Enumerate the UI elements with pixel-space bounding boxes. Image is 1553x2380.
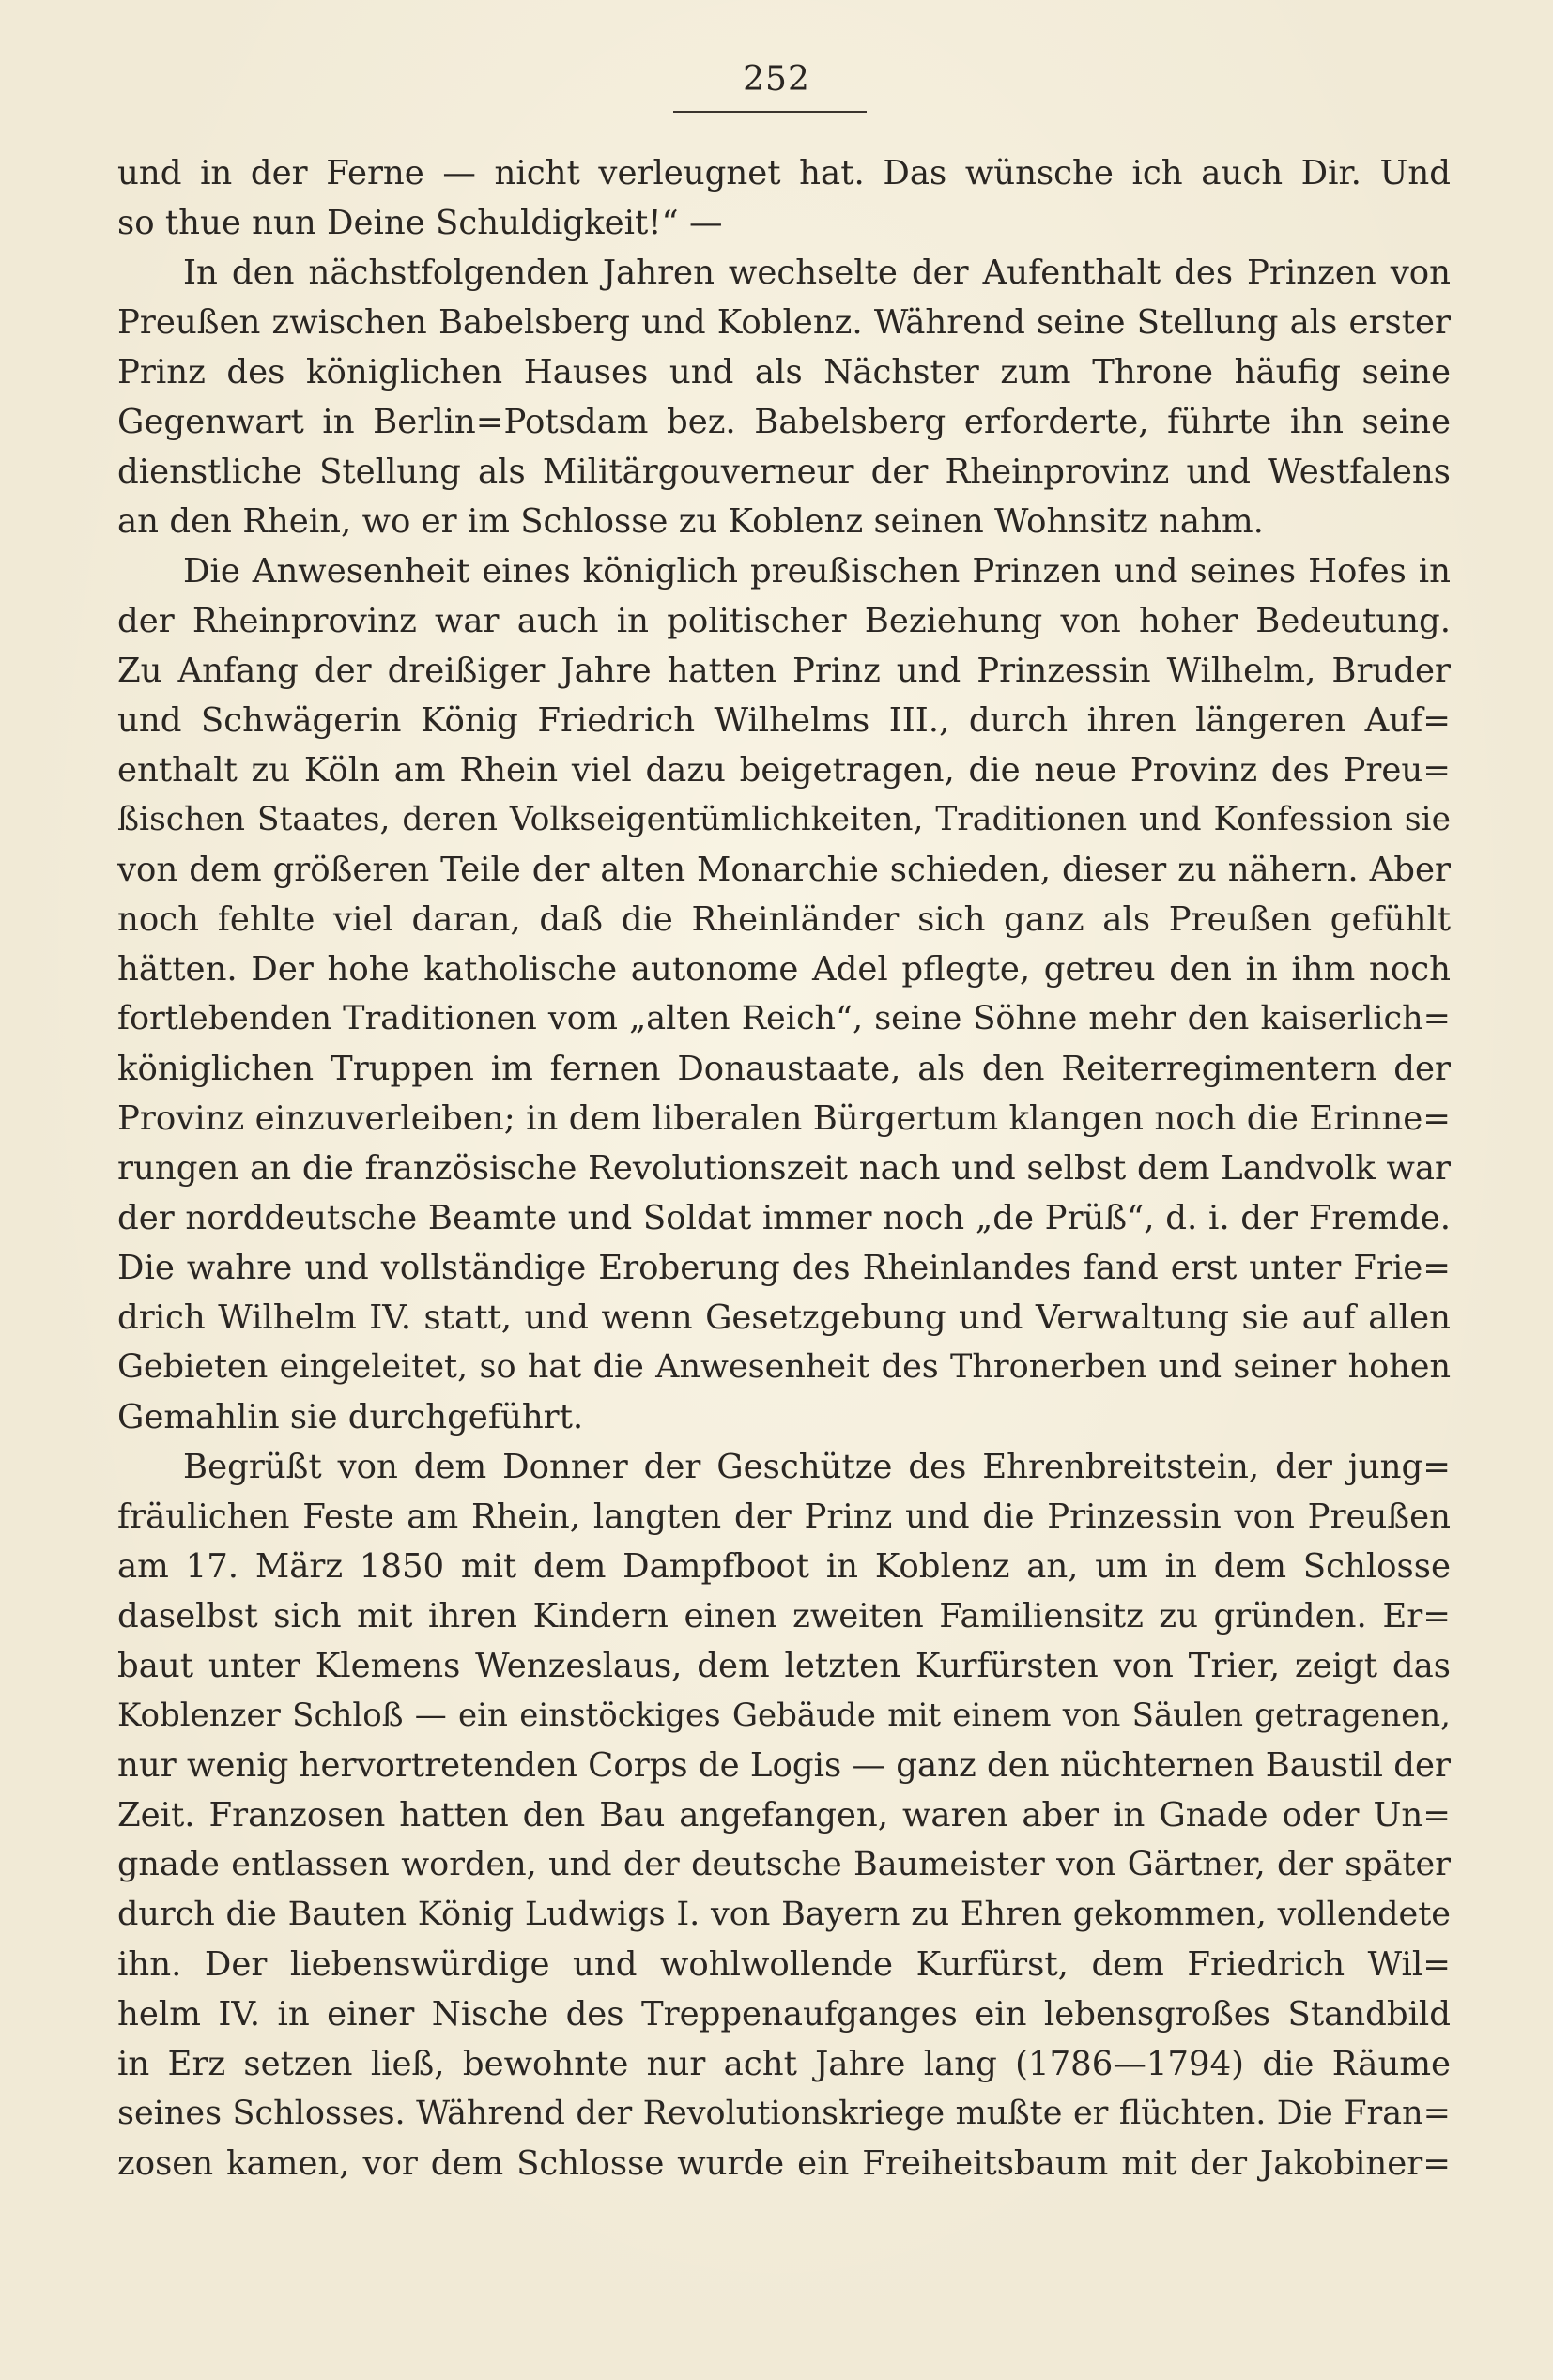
text-line: nur wenig hervortretenden Corps de Logis — ganz den nüchternen Baustil der [117, 1746, 1451, 1785]
text-line: der Rheinprovinz war auch in politischer Beziehung von hoher Bedeutung. [117, 602, 1451, 640]
text-line: hätten. Der hohe katholische autonome Adel pflegte, getreu den in ihm noch [117, 950, 1451, 989]
text-line: in Erz setzen ließ, bewohnte nur acht Jahre lang (1786—1794) die Räume [117, 2045, 1451, 2083]
text-line: ßischen Staates, deren Volkseigentümlichkeiten, Traditionen und Konfession sie [117, 801, 1451, 838]
text-line: Provinz einzuverleiben; in dem liberalen Bürgertum klangen noch die Erinne= [117, 1099, 1451, 1138]
text-line: Gebieten eingeleitet, so hat die Anwesenheit des Thronerben und seiner hohen [117, 1348, 1451, 1386]
text-line: ihn. Der liebenswürdige und wohlwollende Kurfürst, dem Friedrich Wil= [117, 1945, 1451, 1984]
text-line: durch die Bauten König Ludwigs I. von Bayern zu Ehren gekommen, vollendete [117, 1896, 1451, 1933]
text-line: Die wahre und vollständige Eroberung des Rheinlandes fand erst unter Frie= [117, 1249, 1451, 1287]
body-text [117, 148, 1451, 2188]
text-line: an den Rhein, wo er im Schlosse zu Koblenz seinen Wohnsitz nahm. [117, 502, 1264, 541]
text-line: so thue nun Deine Schuldigkeit!“ — [117, 204, 723, 242]
text-line: Die Anwesenheit eines königlich preußischen Prinzen und seines Hofes in [183, 552, 1451, 591]
text-line: von dem größeren Teile der alten Monarchie schieden, dieser zu nähern. Aber [117, 851, 1451, 889]
text-line: drich Wilhelm IV. statt, und wenn Gesetzgebung und Verwaltung sie auf allen [117, 1298, 1451, 1337]
text-line: zosen kamen, vor dem Schlosse wurde ein Freiheitsbaum mit der Jakobiner= [117, 2144, 1451, 2183]
text-line: am 17. März 1850 mit dem Dampfboot in Koblenz an, um in dem Schlosse [117, 1547, 1451, 1586]
text-line: noch fehlte viel daran, daß die Rheinländer sich ganz als Preußen gefühlt [117, 900, 1451, 939]
text-line: Koblenzer Schloß — ein einstöckiges Gebäude mit einem von Säulen getragenen, [117, 1697, 1451, 1734]
text-line: Gemahlin sie durchgeführt. [117, 1398, 584, 1436]
text-line: Preußen zwischen Babelsberg und Koblenz. Während seine Stellung als erster [117, 303, 1451, 342]
text-line: der norddeutsche Beamte und Soldat immer noch „de Prüß“, d. i. der Fremde. [117, 1199, 1451, 1237]
text-line: enthalt zu Köln am Rhein viel dazu beigetragen, die neue Provinz des Preu= [117, 751, 1451, 790]
text-line: rungen an die französische Revolutionszeit nach und selbst dem Landvolk war [117, 1149, 1451, 1188]
text-line: Prinz des königlichen Hauses und als Nächster zum Throne häufig seine [117, 353, 1451, 392]
text-line: dienstliche Stellung als Militärgouverneur der Rheinprovinz und Westfalens [117, 453, 1451, 491]
text-line: baut unter Klemens Wenzeslaus, dem letzten Kurfürsten von Trier, zeigt das [117, 1647, 1451, 1685]
text-line: Begrüßt von dem Donner der Geschütze des Ehrenbreitstein, der jung= [183, 1448, 1451, 1486]
text-line: helm IV. in einer Nische des Treppenaufganges ein lebensgroßes Standbild [117, 1995, 1451, 2034]
text-line: Zu Anfang der dreißiger Jahre hatten Prinz und Prinzessin Wilhelm, Bruder [117, 652, 1451, 690]
header-rule [673, 111, 867, 113]
text-line: königlichen Truppen im fernen Donaustaate, als den Reiterregimentern der [117, 1050, 1451, 1088]
text-line: daselbst sich mit ihren Kindern einen zweiten Familiensitz zu gründen. Er= [117, 1597, 1451, 1635]
text-line: und in der Ferne — nicht verleugnet hat. Das wünsche ich auch Dir. Und [117, 154, 1451, 192]
text-line: Gegenwart in Berlin=Potsdam bez. Babelsberg erforderte, führte ihn seine [117, 403, 1451, 441]
text-line: Zeit. Franzosen hatten den Bau angefangen, waren aber in Gnade oder Un= [117, 1796, 1451, 1835]
text-line: und Schwägerin König Friedrich Wilhelms III., durch ihren längeren Auf= [117, 701, 1451, 740]
text-line: In den nächstfolgenden Jahren wechselte der Aufenthalt des Prinzen von [183, 253, 1451, 292]
text-line: fortlebenden Traditionen vom „alten Reich“, seine Söhne mehr den kaiserlich= [117, 1000, 1451, 1037]
text-line: seines Schlosses. Während der Revolutionskriege mußte er flüchten. Die Fran= [117, 2095, 1451, 2132]
page-number: 252 [743, 60, 810, 99]
text-line: fräulichen Feste am Rhein, langten der Prinz und die Prinzessin von Preußen [117, 1497, 1451, 1536]
text-line: gnade entlassen worden, und der deutsche Baumeister von Gärtner, der später [117, 1846, 1451, 1883]
